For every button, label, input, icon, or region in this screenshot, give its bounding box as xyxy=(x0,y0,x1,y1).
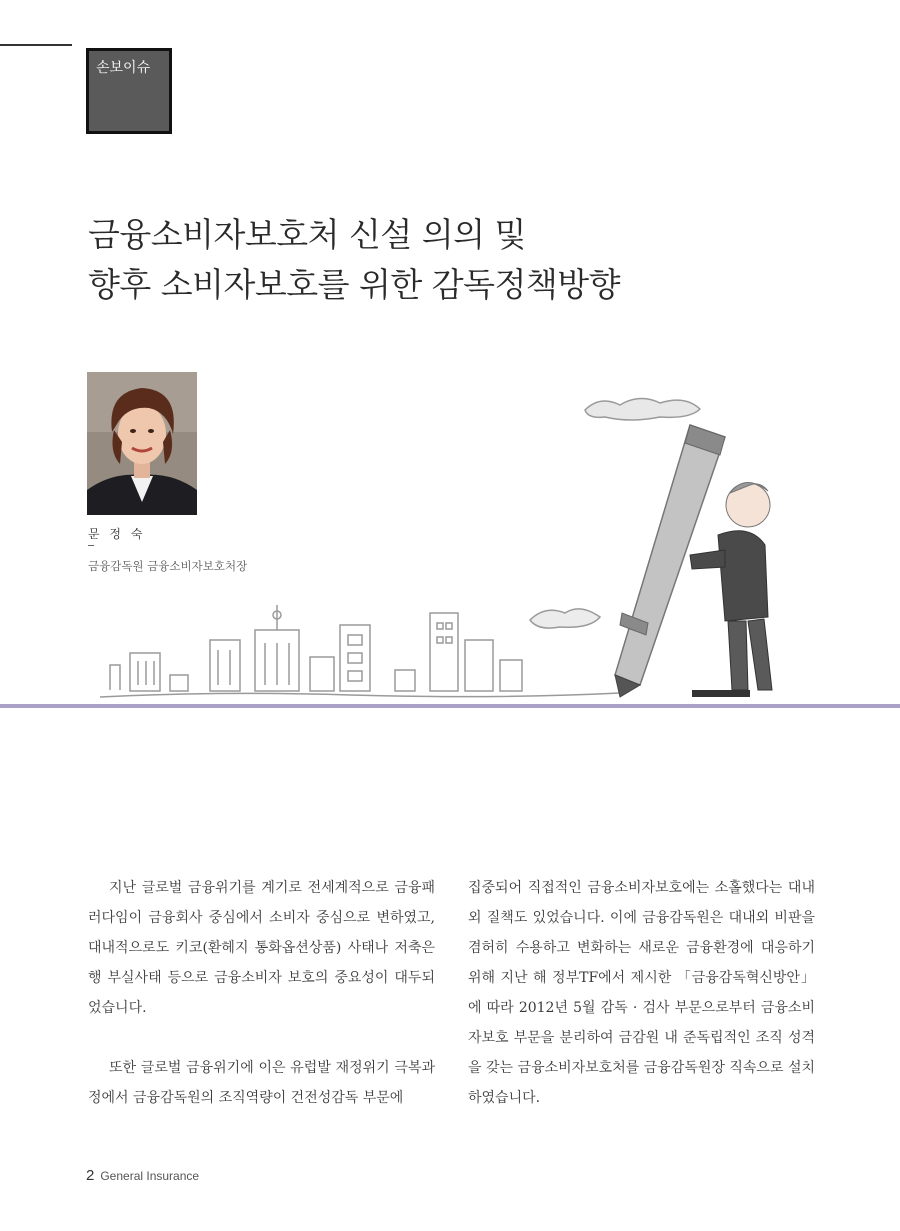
section-tag xyxy=(86,48,172,134)
page-footer xyxy=(86,1167,199,1184)
body-paragraph: 지난 글로벌 금융위기를 계기로 전세계적으로 금융패러다임이 금융회사 중심에서 소비자 중심으로 변하였고, 대내적으로도 키코(환헤지 통화옵션상품) 사태나 저축은행 부실사태 등으로 금융소비자 보호의 중요성이 대두되었습니다. xyxy=(88,880,435,1016)
section-tag-label: 손보이슈 xyxy=(96,60,151,76)
page-title-line2: 향후 소비자보호를 위한 감독정책방향 xyxy=(88,265,621,304)
author-title: 금융감독원 금융소비자보호처장 xyxy=(88,559,248,573)
section-divider xyxy=(0,704,900,708)
city-pen-illustration xyxy=(100,385,900,710)
author-name: 문 정 숙 xyxy=(88,527,146,541)
author-divider xyxy=(88,545,94,546)
top-rule xyxy=(0,44,72,46)
publication-name: General Insurance xyxy=(100,1169,200,1183)
body-column-right xyxy=(468,873,815,1143)
page-title-line1: 금융소비자보호처 신설 의의 및 xyxy=(88,215,526,254)
page-title xyxy=(88,210,620,310)
body-paragraph: 또한 글로벌 금융위기에 이은 유럽발 재정위기 극복과정에서 금융감독원의 조직역량이 건전성감독 부문에 xyxy=(88,1060,435,1106)
body-paragraph: 집중되어 직접적인 금융소비자보호에는 소홀했다는 대내외 질책도 있었습니다. 이에 금융감독원은 대내외 비판을 겸허히 수용하고 변화하는 새로운 금융환경에 대응하기 위해 지난 해 정부TF에서 제시한 「금융감독혁신방안」에 따라 2012년 5월 감독 · 검사 부문으로부터 금융소비자보호 부문을 분리하여 금감원 내 준독립적인 조직 성격을 갖는 금융소비자보호처를 금융감독원장 직속으로 설치하였습니다. xyxy=(468,880,815,1106)
page-number: 2 xyxy=(86,1167,95,1184)
body-column-left xyxy=(88,873,435,1143)
